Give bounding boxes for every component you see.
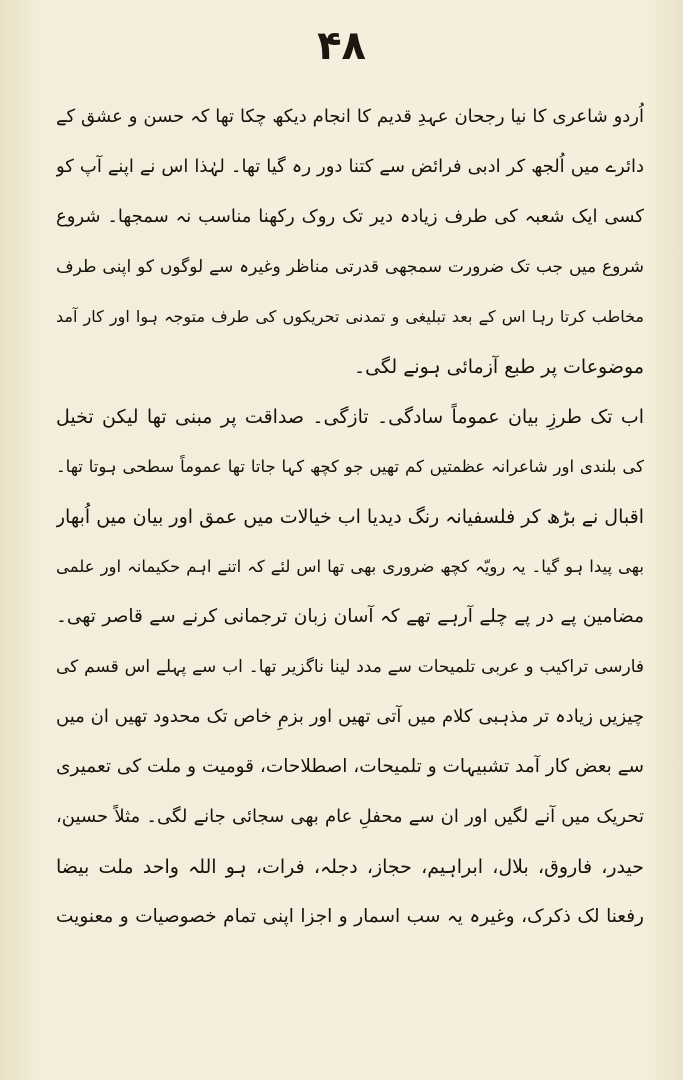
text-line: اُردو شاعری کا نیا رجحان عہدِ قدیم کا انجام دیکھ چکا تھا کہ حسن و عشق کے xyxy=(56,106,644,127)
text-line: کسی ایک شعبہ کی طرف زیادہ دیر تک روک رکھنا مناسب نہ سمجھا۔ شروع xyxy=(56,206,644,227)
text-line: موضوعات پر طبع آزمائی ہونے لگی۔ xyxy=(353,356,644,378)
text-line: شروع میں جب تک ضرورت سمجھی قدرتی مناظر وغیرہ سے لوگوں کو اپنی طرف xyxy=(56,257,644,277)
text-line: مضامین پے در پے چلے آرہے تھے کہ آسان زبان ترجمانی کرنے سے قاصر تھی۔ xyxy=(56,606,644,627)
text-line: بھی پیدا ہو گیا۔ یہ رویّہ کچھ ضروری بھی تھا اس لئے کہ اتنے اہم حکیمانہ اور علمی xyxy=(56,557,644,576)
text-line: اقبال نے بڑھ کر فلسفیانہ رنگ دیدیا اب خیالات میں عمق اور بیان میں اُبھار xyxy=(56,506,644,528)
page-number: ۴۸ xyxy=(317,23,366,69)
text-line: تحریک میں آنے لگیں اور ان سے محفلِ عام بھی سجائی جانے لگی۔ مثلاً حسین، xyxy=(56,806,644,827)
text-line: مخاطب کرتا رہا اس کے بعد تبلیغی و تمدنی تحریکوں کی طرف متوجہ ہوا اور کار آمد xyxy=(56,307,644,326)
text-line: حیدر، فاروق، بلال، ابراہیم، حجاز، دجلہ، فرات، ہو اللہ واحد ملت بیضا xyxy=(56,856,644,878)
text-line: دائرے میں اُلجھ کر ادبی فرائض سے کتنا دور رہ گیا تھا۔ لہٰذا اس نے اپنے آپ کو xyxy=(56,156,644,177)
text-line: فارسی تراکیب و عربی تلمیحات سے مدد لینا ناگزیر تھا۔ اب سے پہلے اس قسم کی xyxy=(56,657,644,677)
text-line: اب تک طرزِ بیان عموماً سادگی۔ تازگی۔ صداقت پر مبنی تھا لیکن تخیل xyxy=(56,406,644,428)
text-line: رفعنا لک ذکرک، وغیرہ یہ سب اسمار و اجزا اپنی تمام خصوصیات و معنویت xyxy=(56,906,644,927)
text-line: سے بعض کار آمد تشبیہات و تلمیحات، اصطلاحات، قومیت و ملت کی تعمیری xyxy=(56,756,644,777)
body-text xyxy=(56,92,644,942)
text-line: کی بلندی اور شاعرانہ عظمتیں کم تھیں جو کچھ کہا جاتا تھا عموماً سطحی ہوتا تھا۔ xyxy=(56,457,644,476)
text-line: چیزیں زیادہ تر مذہبی کلام میں آتی تھیں اور بزمِ خاص تک محدود تھیں ان میں xyxy=(56,706,644,727)
